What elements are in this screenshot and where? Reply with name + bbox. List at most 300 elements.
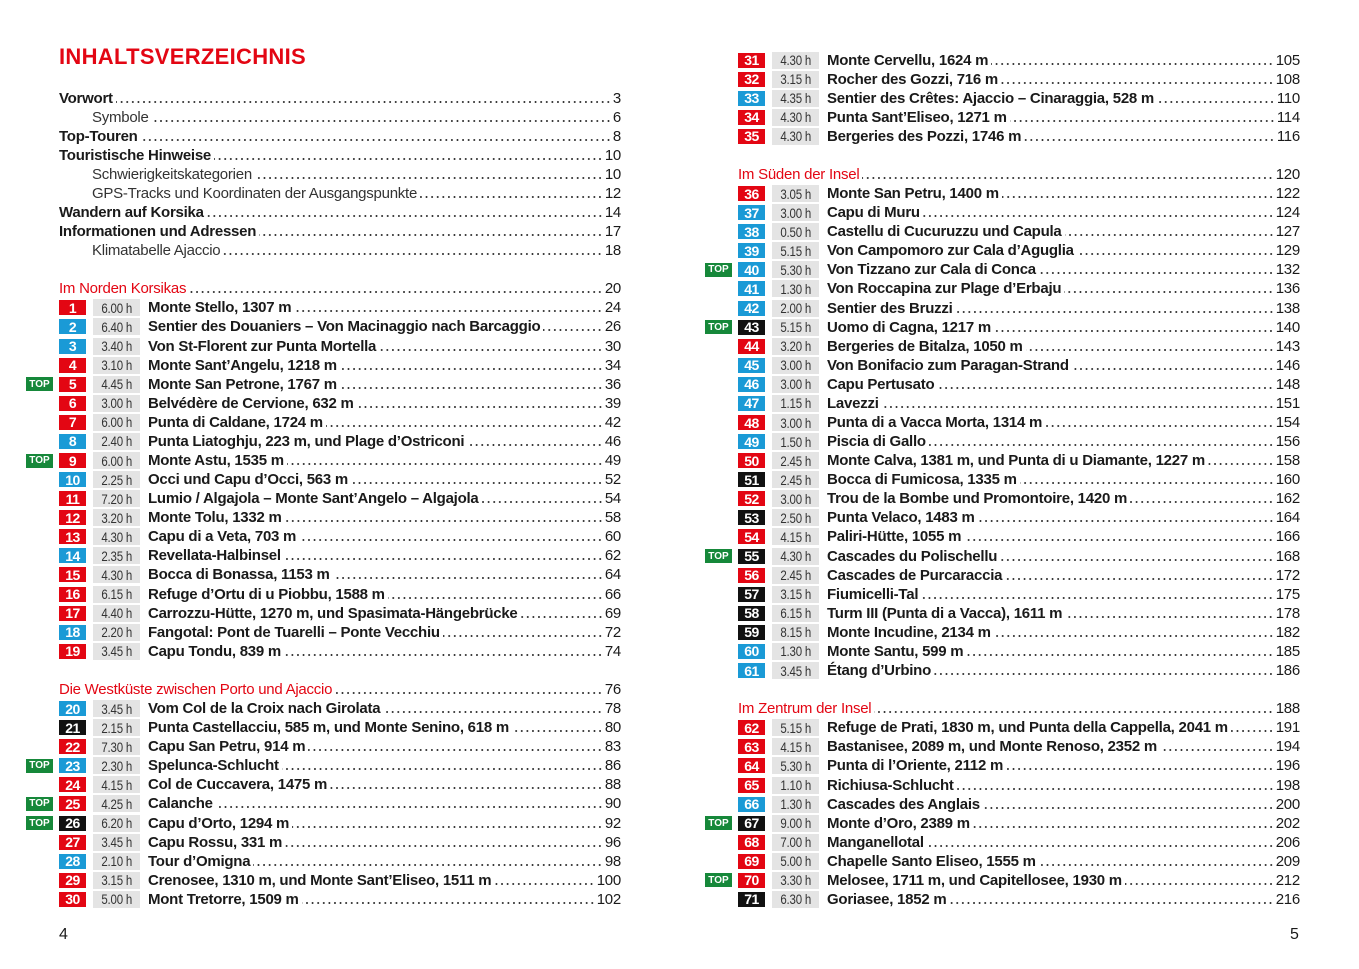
tour-entry[interactable]: [0, 298, 621, 317]
tour-entry[interactable]: [680, 127, 1300, 146]
tour-entry[interactable]: [0, 813, 621, 832]
tour-number-badge: 66: [738, 797, 765, 812]
tour-entry[interactable]: [680, 432, 1300, 451]
tour-number-badge: 14: [59, 548, 86, 563]
page-reference: 17: [604, 223, 621, 241]
tour-entry[interactable]: [680, 833, 1300, 852]
entry-title: Spelunca-Schlucht: [148, 757, 279, 775]
dot-leader: [1125, 876, 1274, 886]
dot-leader: [1000, 552, 1274, 562]
entry-title: Occi und Capu d’Occi, 563 m: [148, 471, 348, 489]
walking-time-text: 3.00 h: [780, 376, 811, 393]
tour-entry[interactable]: [0, 565, 621, 584]
walking-time: [772, 738, 819, 755]
tour-entry[interactable]: [0, 775, 621, 794]
entry-line: [827, 891, 1300, 908]
dot-leader: [1130, 494, 1274, 504]
walking-time: [772, 357, 819, 374]
dot-leader: [216, 799, 603, 809]
page-reference: 12: [604, 184, 621, 202]
tour-entry[interactable]: [0, 317, 621, 336]
entry-line: [827, 796, 1300, 813]
toc-entry[interactable]: [0, 184, 621, 203]
section-heading[interactable]: [0, 279, 621, 298]
entry-line: [59, 204, 621, 221]
dot-leader: [326, 418, 603, 428]
walking-time: [93, 605, 140, 622]
page-reference: 86: [604, 757, 621, 775]
entry-title: Rocher des Gozzi, 716 m: [827, 70, 998, 88]
tour-number-badge: 63: [738, 739, 765, 754]
dot-leader: [282, 761, 603, 771]
walking-time-text: 5.15 h: [780, 242, 811, 259]
tour-entry[interactable]: [0, 508, 621, 527]
tour-entry[interactable]: [0, 642, 621, 661]
entry-title: Capu San Petru, 914 m: [148, 738, 306, 756]
section-heading[interactable]: [680, 165, 1300, 184]
tour-entry[interactable]: [0, 718, 621, 737]
tour-number-badge: 62: [738, 720, 765, 735]
tour-entry[interactable]: [0, 470, 621, 489]
page-reference: 96: [604, 833, 621, 851]
page-reference: 138: [1275, 299, 1300, 317]
entry-title: Monte Astu, 1535 m: [148, 452, 284, 470]
dot-leader: [292, 819, 603, 829]
tour-entry[interactable]: [680, 260, 1300, 279]
entry-title: Im Norden Korsikas: [59, 280, 187, 298]
toc-entry[interactable]: [0, 165, 621, 184]
dot-leader: [302, 895, 595, 905]
page-reference: 196: [1275, 757, 1300, 775]
tour-entry[interactable]: [680, 489, 1300, 508]
tour-entry[interactable]: [680, 604, 1300, 623]
page-reference: 162: [1275, 490, 1300, 508]
entry-title: Capu Rossu, 331 m: [148, 833, 283, 851]
tour-entry[interactable]: [680, 508, 1300, 527]
walking-time: [93, 414, 140, 431]
tour-number-badge: 54: [738, 529, 765, 544]
tour-entry[interactable]: [0, 356, 621, 375]
dot-leader: [929, 437, 1274, 447]
walking-time: [772, 624, 819, 641]
walking-time: [772, 891, 819, 908]
tour-entry[interactable]: [680, 318, 1300, 337]
tour-entry[interactable]: [680, 241, 1300, 260]
entry-title: Uomo di Cagna, 1217 m: [827, 318, 991, 336]
tour-entry[interactable]: [680, 470, 1300, 489]
tour-entry[interactable]: [0, 394, 621, 413]
dot-leader: [285, 838, 603, 848]
walking-time-text: 1.50 h: [780, 433, 811, 450]
page-reference: 110: [1276, 89, 1300, 107]
top-badge: TOP: [26, 797, 53, 811]
right-page-toc: [680, 51, 1300, 910]
entry-title: Capu Tondu, 839 m: [148, 642, 281, 660]
walking-time: [93, 299, 140, 316]
page-reference: 36: [604, 375, 621, 393]
section-heading[interactable]: [0, 680, 621, 699]
page-reference: 24: [604, 299, 621, 317]
tour-entry[interactable]: [680, 222, 1300, 241]
tour-entry[interactable]: [0, 413, 621, 432]
walking-time: [772, 605, 819, 622]
entry-line: [148, 605, 621, 622]
tour-entry[interactable]: [680, 775, 1300, 794]
toc-entry[interactable]: [0, 203, 621, 222]
toc-entry[interactable]: [0, 108, 621, 127]
tour-number-badge: 53: [738, 510, 765, 525]
tour-entry[interactable]: [680, 566, 1300, 585]
page-reference: 146: [1275, 356, 1300, 374]
page-reference: 10: [604, 146, 621, 164]
entry-title: Monte Cervellu, 1624 m: [827, 51, 989, 69]
walking-time: [772, 643, 819, 660]
walking-time: [772, 452, 819, 469]
page-reference: 60: [604, 528, 621, 546]
page-reference: 52: [604, 471, 621, 489]
tour-number-badge: 36: [738, 186, 765, 201]
tour-number-badge: 21: [59, 720, 86, 735]
dot-leader: [285, 513, 603, 523]
walking-time: [772, 52, 819, 69]
tour-number-badge: 5: [59, 377, 86, 392]
walking-time: [93, 452, 140, 469]
entry-line: [827, 719, 1300, 736]
walking-time-text: 3.00 h: [780, 204, 811, 221]
tour-entry[interactable]: [680, 718, 1300, 737]
tour-number-badge: 51: [738, 472, 765, 487]
walking-time-text: 6.00 h: [101, 452, 132, 469]
walking-time-text: 2.45 h: [780, 452, 811, 469]
walking-time: [93, 509, 140, 526]
tour-number-badge: 31: [738, 53, 765, 68]
tour-entry[interactable]: [0, 451, 621, 470]
tour-number-badge: 60: [738, 644, 765, 659]
toc-entry[interactable]: [0, 89, 621, 108]
entry-line: [148, 547, 621, 564]
walking-time-text: 5.15 h: [780, 319, 811, 336]
entry-line: [827, 643, 1300, 660]
tour-number-badge: 16: [59, 587, 86, 602]
entry-line: [148, 643, 621, 660]
tour-entry[interactable]: [680, 852, 1300, 871]
walking-time: [772, 548, 819, 565]
walking-time-text: 5.30 h: [780, 757, 811, 774]
tour-entry[interactable]: [680, 737, 1300, 756]
dot-leader: [1005, 571, 1274, 581]
toc-entry[interactable]: [0, 241, 621, 260]
dot-leader: [949, 895, 1273, 905]
tour-entry[interactable]: [680, 890, 1300, 909]
walking-time-text: 8.15 h: [780, 624, 811, 641]
tour-entry[interactable]: [680, 661, 1300, 680]
entry-title: Vom Col de la Croix nach Girolata: [148, 700, 381, 718]
tour-entry[interactable]: [680, 795, 1300, 814]
tour-entry[interactable]: [680, 299, 1300, 318]
dot-leader: [287, 456, 603, 466]
tour-number-badge: 70: [738, 873, 765, 888]
entry-title: Bocca di Bonassa, 1153 m: [148, 566, 330, 584]
tour-entry[interactable]: [680, 375, 1300, 394]
walking-time: [93, 738, 140, 755]
tour-entry[interactable]: [0, 585, 621, 604]
dot-leader: [443, 628, 603, 638]
walking-time-text: 3.15 h: [780, 71, 811, 88]
tour-entry[interactable]: [0, 489, 621, 508]
tour-entry[interactable]: [0, 432, 621, 451]
page-reference: 72: [604, 623, 621, 641]
walking-time: [772, 376, 819, 393]
walking-time-text: 2.45 h: [780, 471, 811, 488]
entry-line: [148, 318, 621, 335]
walking-time-text: 2.15 h: [101, 719, 132, 736]
top-badge: TOP: [705, 320, 732, 334]
walking-time-text: 4.30 h: [780, 548, 811, 565]
page-reference: 42: [604, 413, 621, 431]
entry-title: Monte Stello, 1307 m: [148, 299, 292, 317]
entry-line: [148, 357, 621, 374]
page-reference: 116: [1276, 127, 1300, 145]
walking-time-text: 3.20 h: [101, 509, 132, 526]
entry-title: Goriasee, 1852 m: [827, 890, 947, 908]
entry-line: [827, 414, 1300, 431]
entry-line: [827, 528, 1300, 545]
tour-entry[interactable]: [0, 546, 621, 565]
walking-time-text: 3.15 h: [101, 872, 132, 889]
page-reference: 212: [1275, 871, 1300, 889]
dot-leader: [874, 704, 1273, 714]
page-reference: 168: [1275, 547, 1300, 565]
tour-number-badge: 6: [59, 396, 86, 411]
walking-time-text: 6.15 h: [780, 605, 811, 622]
tour-entry[interactable]: [0, 852, 621, 871]
dot-leader: [340, 361, 603, 371]
dot-leader: [1001, 75, 1274, 85]
page-reference: 120: [1275, 166, 1300, 183]
tour-entry[interactable]: [680, 756, 1300, 775]
dot-leader: [1157, 94, 1275, 104]
walking-time-text: 1.30 h: [780, 643, 811, 660]
entry-title: Bastanisee, 2089 m, und Monte Renoso, 2352 m: [827, 738, 1157, 756]
tour-entry[interactable]: [680, 356, 1300, 375]
walking-time-text: 6.40 h: [101, 318, 132, 335]
tour-entry[interactable]: [0, 833, 621, 852]
tour-number-badge: 58: [738, 606, 765, 621]
page-reference: 46: [604, 432, 621, 450]
tour-entry[interactable]: [680, 527, 1300, 546]
entry-title: Punta Liatoghju, 223 m, und Plage d’Ostriconi: [148, 432, 465, 450]
dot-leader: [964, 532, 1274, 542]
page-reference: 105: [1275, 51, 1300, 69]
entry-line: [148, 624, 621, 641]
entry-title: Punta Castellacciu, 585 m, und Monte Senino, 618 m: [148, 719, 509, 737]
dot-leader: [116, 94, 611, 104]
tour-entry[interactable]: [680, 413, 1300, 432]
page-reference: 151: [1275, 394, 1300, 412]
section-heading[interactable]: [680, 699, 1300, 718]
entry-title: Castellu di Cucuruzzu und Capula: [827, 223, 1062, 241]
tour-entry[interactable]: [680, 871, 1300, 890]
tour-number-badge: 43: [738, 320, 765, 335]
page-reference: 20: [604, 280, 621, 298]
tour-number-badge: 15: [59, 567, 86, 582]
walking-time-text: 4.30 h: [780, 52, 811, 69]
entry-title: GPS-Tracks und Koordinaten der Ausgangspunkte: [92, 184, 418, 202]
walking-time-text: 3.45 h: [101, 643, 132, 660]
dot-leader: [420, 189, 603, 199]
entry-title: Von Roccapina zur Plage d’Erbaju: [827, 280, 1062, 298]
entry-title: Von St-Florent zur Punta Mortella: [148, 337, 377, 355]
tour-entry[interactable]: [0, 527, 621, 546]
tour-entry[interactable]: [0, 794, 621, 813]
dot-leader: [921, 590, 1273, 600]
tour-entry[interactable]: [680, 108, 1300, 127]
walking-time-text: 3.45 h: [780, 662, 811, 679]
walking-time: [772, 71, 819, 88]
tour-entry[interactable]: [0, 623, 621, 642]
walking-time: [93, 872, 140, 889]
tour-entry[interactable]: [0, 699, 621, 718]
walking-time-text: 4.15 h: [780, 738, 811, 755]
entry-line: [148, 338, 621, 355]
dot-leader: [207, 208, 603, 218]
entry-line: [827, 185, 1300, 202]
walking-time-text: 4.15 h: [101, 776, 132, 793]
dot-leader: [956, 304, 1274, 314]
dot-leader: [1006, 761, 1274, 771]
page-reference: 6: [612, 108, 621, 126]
entry-title: Klimatabelle Ajaccio: [92, 242, 221, 260]
tour-number-badge: 35: [738, 129, 765, 144]
walking-time-text: 7.20 h: [101, 490, 132, 507]
tour-entry[interactable]: [680, 451, 1300, 470]
page-reference: 122: [1275, 185, 1300, 203]
tour-entry[interactable]: [0, 737, 621, 756]
entry-line: [827, 128, 1300, 145]
page-reference: 100: [596, 871, 621, 889]
entry-line: [59, 681, 621, 698]
tour-entry[interactable]: [680, 337, 1300, 356]
tour-number-badge: 71: [738, 892, 765, 907]
tour-entry[interactable]: [680, 203, 1300, 222]
toc-entry[interactable]: [0, 127, 621, 146]
tour-entry[interactable]: [680, 184, 1300, 203]
tour-number-badge: 30: [59, 892, 86, 907]
tour-entry[interactable]: [0, 756, 621, 775]
tour-entry[interactable]: [0, 871, 621, 890]
walking-time-text: 3.45 h: [101, 700, 132, 717]
dot-leader: [223, 246, 602, 256]
page-reference: 62: [604, 547, 621, 565]
entry-line: [827, 452, 1300, 469]
entry-line: [148, 757, 621, 774]
dot-leader: [351, 475, 603, 485]
tour-number-badge: 61: [738, 663, 765, 678]
entry-title: Die Westküste zwischen Porto und Ajaccio: [59, 680, 333, 698]
entry-line: [148, 528, 621, 545]
walking-time: [772, 815, 819, 832]
tour-entry[interactable]: [680, 814, 1300, 833]
dot-leader: [340, 380, 603, 390]
dot-leader: [543, 322, 602, 332]
tour-entry[interactable]: [0, 890, 621, 909]
dot-leader: [923, 208, 1274, 218]
toc-entry[interactable]: [0, 146, 621, 165]
walking-time: [93, 586, 140, 603]
tour-entry[interactable]: [0, 604, 621, 623]
tour-entry[interactable]: [0, 337, 621, 356]
spacer: [680, 680, 1300, 699]
entry-title: Trou de la Bombe und Promontoire, 1420 m: [827, 490, 1128, 508]
tour-number-badge: 42: [738, 301, 765, 316]
tour-entry[interactable]: [680, 89, 1300, 108]
tour-number-badge: 44: [738, 339, 765, 354]
page-reference: 74: [604, 642, 621, 660]
walking-time-text: 3.00 h: [780, 414, 811, 431]
tour-number-badge: 48: [738, 415, 765, 430]
page-reference: 186: [1275, 662, 1300, 680]
entry-line: [59, 147, 621, 164]
dot-leader: [494, 876, 594, 886]
walking-time-text: 4.30 h: [101, 566, 132, 583]
walking-time-text: 3.30 h: [780, 872, 811, 889]
page-reference: 164: [1275, 509, 1300, 527]
tour-number-badge: 19: [59, 644, 86, 659]
dot-leader: [957, 781, 1274, 791]
page-reference: 90: [604, 795, 621, 813]
entry-title: Carrozzu-Hütte, 1270 m, und Spasimata-Hängebrücke: [148, 604, 518, 622]
page-number-right: 5: [1290, 926, 1299, 943]
tour-entry[interactable]: [680, 547, 1300, 566]
entry-line: [827, 90, 1300, 107]
entry-title: Piscia di Gallo: [827, 433, 926, 451]
tour-entry[interactable]: [680, 70, 1300, 89]
entry-title: Bergeries de Bitalza, 1050 m: [827, 337, 1023, 355]
entry-title: Cascades de Purcaraccia: [827, 566, 1003, 584]
entry-line: [827, 738, 1300, 755]
walking-time: [772, 109, 819, 126]
dot-leader: [253, 857, 603, 867]
entry-title: Schwierigkeitskategorien: [92, 165, 252, 183]
tour-entry[interactable]: [0, 375, 621, 394]
page-reference: 156: [1275, 433, 1300, 451]
walking-time-text: 1.30 h: [780, 280, 811, 297]
walking-time: [772, 414, 819, 431]
page-reference: 140: [1275, 318, 1300, 336]
tour-entry[interactable]: [680, 279, 1300, 298]
entry-title: Monte Sant’Angelu, 1218 m: [148, 356, 337, 374]
walking-time-text: 3.00 h: [780, 357, 811, 374]
tour-entry[interactable]: [680, 585, 1300, 604]
toc-entry[interactable]: [0, 222, 621, 241]
dot-leader: [1002, 189, 1274, 199]
walking-time: [772, 757, 819, 774]
walking-time: [772, 204, 819, 221]
dot-leader: [1020, 475, 1274, 485]
tour-entry[interactable]: [680, 394, 1300, 413]
dot-leader: [357, 399, 603, 409]
tour-entry[interactable]: [680, 51, 1300, 70]
tour-entry[interactable]: [680, 642, 1300, 661]
page-reference: 92: [604, 814, 621, 832]
tour-entry[interactable]: [680, 623, 1300, 642]
walking-time: [772, 261, 819, 278]
spacer: [0, 260, 621, 279]
entry-line: [827, 757, 1300, 774]
tour-number-badge: 52: [738, 491, 765, 506]
walking-time: [772, 490, 819, 507]
dot-leader: [1039, 857, 1274, 867]
